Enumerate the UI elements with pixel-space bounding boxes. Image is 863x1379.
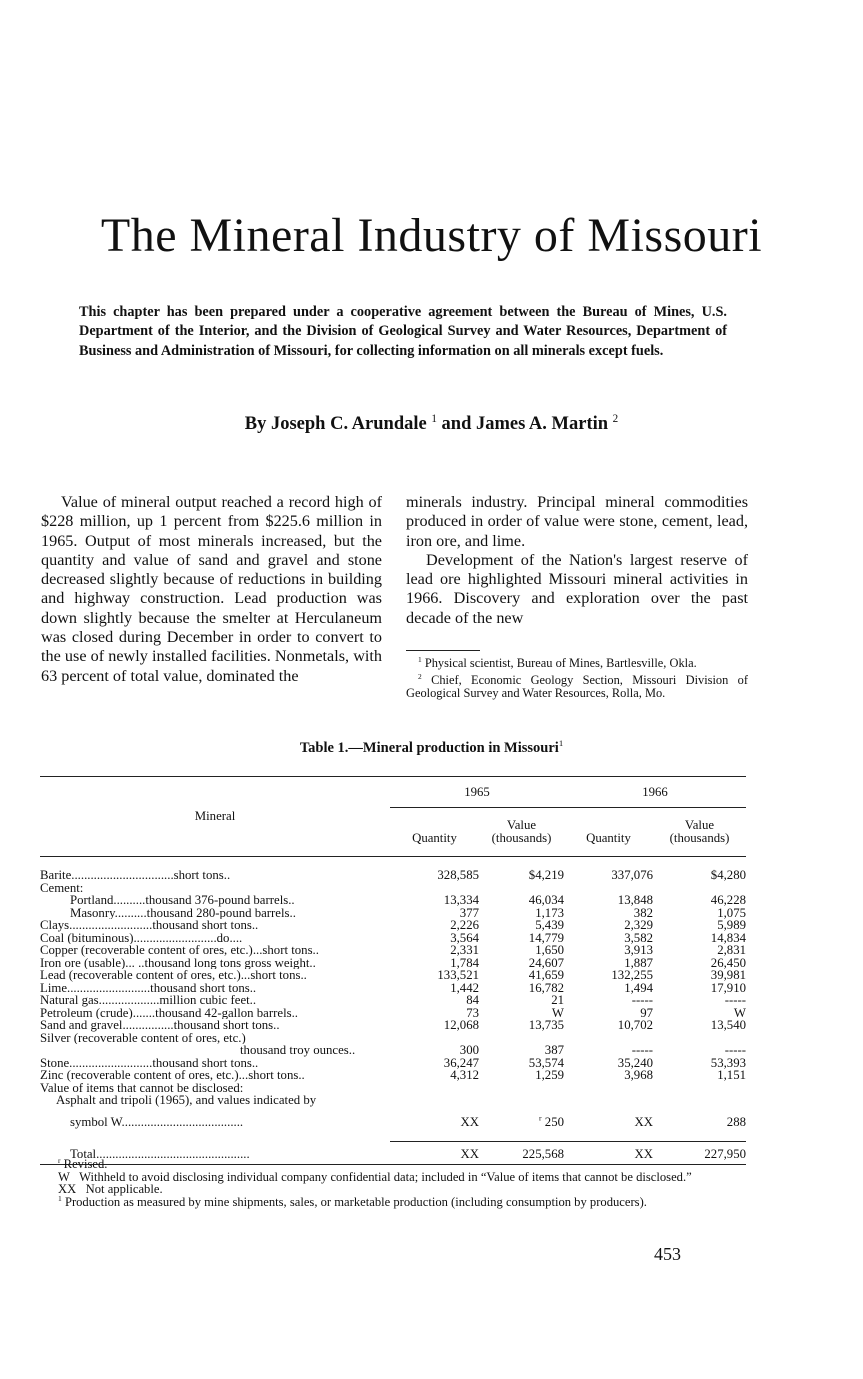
byline [0,414,863,435]
table-note-withheld: W Withheld to avoid disclosing individual company confidential data; included in “Value of items that cannot be disclosed.” [58,1169,692,1184]
header-quantity-1965: Quantity [412,830,457,845]
body-paragraph-1: Value of mineral output reached a record high of $228 million, up 1 percent from $225.6 million in 1965. Output of most minerals increased, but the quantity and value of sand and gravel and stone decreased slightly because of reductions in building and highway construction. Lead production was down slightly because the smelter at Herculaneum was closed during December in order to convert to the use of newly installed facilities. Nonmetals, with 63 percent of total value, dominated the [41,493,382,685]
table-row: Sand and gravel................thousand short tons.. 12,068 13,735 10,702 13,540 [40,1018,746,1032]
table-row: Iron ore (usable)... ..thousand long tons gross weight.. 1,784 24,607 1,887 26,450 [40,955,746,970]
table-row: Portland..........thousand 376-pound barrels.. 13,334 46,034 13,848 46,228 [70,893,746,907]
table-note-not-applicable: XX Not applicable. [58,1182,163,1196]
page-number: 453 [654,1244,681,1264]
table-row: Coal (bituminous)..........................do.... 3,564 14,779 3,582 14,834 [40,930,746,945]
revised-mark: r [539,1113,542,1123]
table-row: Petroleum (crude).......thousand 42-gallon barrels.. 73 W 97 W [40,1005,746,1020]
table-row: Copper (recoverable content of ores, etc.)...short tons.. 2,331 1,650 3,913 2,831 [40,943,746,957]
chapter-intro: This chapter has been prepared under a cooperative agreement between the Bureau of Mines, U.S. Department of the Interior, and the Division of Geological Survey and Water Resources, Department of Business and Administration of Missouri, for collecting information on all minerals except fuels. [79,304,727,359]
body-column-left [41,493,382,686]
header-year-1966: 1966 [564,777,746,808]
table-footnotes [40,1155,746,1209]
author-1: Joseph C. Arundale [270,414,427,434]
header-value-1966: Value (thousands) [669,818,730,845]
table-total-row: Total................................................ XX 225,568 XX 227,950 [40,1141,746,1165]
byline-prefix: By [244,414,267,434]
table-row: Stone..........................thousand short tons.. 36,247 53,574 35,240 53,393 [40,1055,746,1070]
author-2-footnote-mark: 2 [612,412,619,425]
header-value-1965: Value (thousands) [491,818,552,845]
table-row: symbol W...................................... XX $^r$ 250 XX 288 [70,1113,746,1129]
body-column-right [406,493,748,628]
table-row: Clays..........................thousand short tons.. 2,226 5,439 2,329 5,989 [40,918,746,932]
table-title-footnote-mark: 1 [558,738,564,749]
page-title: The Mineral Industry of Missouri [100,209,763,262]
byline-and: and [441,414,472,434]
table-row: Masonry..........thousand 280-pound barrels.. 377 1,173 382 1,075 [70,905,746,920]
table-note-production: $^1$ Production as measured by mine shipments, sales, or marketable production (including consumption by producers). [58,1193,647,1209]
table-row: Zinc (recoverable content of ores, etc.)...short tons.. 4,312 1,259 3,968 1,151 [40,1068,746,1082]
table-row: Natural gas...................million cubic feet.. 84 21 ----- ----- [40,993,746,1007]
table-title: Table 1.—Mineral production in Missouri$^1$ [299,738,564,756]
header-mineral: Mineral [40,777,390,857]
table-row: Value of items that cannot be disclosed: [40,1081,244,1094]
table-row: Lead (recoverable content of ores, etc.)...short tons.. 133,521 41,659 132,255 39,981 [40,968,746,982]
header-year-1965: 1965 [390,777,564,808]
header-quantity-1966: Quantity [586,830,631,845]
mineral-production-table [40,776,746,1165]
body-paragraph-2: minerals industry. Principal mineral commodities produced in order of value were stone, cement, lead, iron ore, and lime. [406,493,748,550]
table-row: Cement: [40,881,84,894]
table-row: Barite................................short tons.. 328,585 $4,219 337,076 $4,280 [40,868,746,882]
table-row: thousand troy ounces.. 300 387 ----- ----- [240,1043,746,1057]
body-paragraph-3: Development of the Nation's largest reserve of lead ore highlighted Missouri mineral activities in 1966. Discovery and exploration over the past decade of the new [406,550,748,627]
author-1-footnote-mark: 1 [431,412,437,425]
footnote-1: $^1$ Physical scientist, Bureau of Mines, Bartlesville, Okla. [418,654,697,670]
table-row: Lime..........................thousand short tons.. 1,442 16,782 1,494 17,910 [40,980,746,995]
table-row: Asphalt and tripoli (1965), and values indicated by [56,1094,317,1107]
table-row: Silver (recoverable content of ores, etc.) [40,1031,246,1044]
author-2: James A. Martin [475,414,609,434]
footnote-divider [406,650,480,651]
table-note-revised: $^r$ Revised. [58,1155,108,1171]
footnote-2: $^2$ Chief, Economic Geology Section, Missouri Division of Geological Survey and Water Resources, Rolla, Mo. [406,671,748,700]
author-footnotes [406,654,748,704]
